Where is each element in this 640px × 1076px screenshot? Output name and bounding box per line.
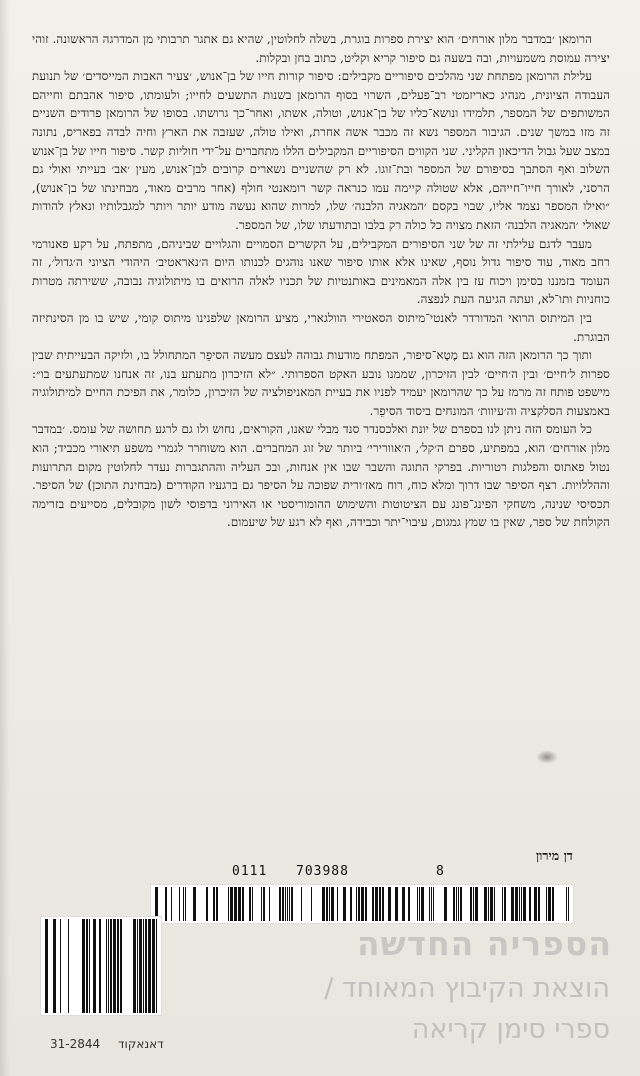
- barcode-bar: [53, 919, 56, 1013]
- barcode-bar: [68, 919, 69, 1013]
- barcode-bar: [419, 887, 420, 921]
- barcode-bar: [234, 887, 237, 921]
- barcode-bar: [379, 887, 381, 921]
- barcode-bar: [433, 887, 434, 921]
- barcode-bar: [179, 887, 180, 921]
- paragraph-5: ותוך כך הרומאן הזה הוא גם מֶטָא־סיפור, המפתח מודעות גבוהה לעצם מעשה הסיפֵר המתחולל בו, ולזיקה הבעייתית שבין ספרות ל׳חיים׳ ובין ה׳חיים׳ לבין הזיכרון, שממנו נובע האקט הספרותי. ״לא הזיכרון מתעתע בנו, זה אנחנו שמתעתעים בו״: מישפט פותח זה מרמז על כך שהרומאן יעמיד לפניו את בעיית המאניפולציה של הזיכרון, כלומר, את הפיכת החיים למיתולוגיה באמצעות הסלקציה וה׳עיוות׳ המונחים ביסוד הסיפֵר.: [32, 348, 610, 418]
- barcode-bar: [108, 919, 109, 1013]
- paragraph-2: עלילת הרומאן מפתחת שני מהלכים סיפוריים מקבילים: סיפור קורות חייו של בן־אנוש, ׳צעיר האבות המייסדים׳ של תנועת העבודה הציונית, מנהיג כאריזמטי רב־פעלים, השרוי בסוף הרומאן בשנות התשעים לחייו; ולעומתו, סיפור אהבתם וחייהם המשותפים של המספר, תלמידו ונושא־כליו של בן־אנוש, וטולה, אשתו, ואחר־כך גרושתו. בסופו של הרומאן פרודים השניים זה מזו במשך שנים. הגיבור המספר נשא זה מכבר אשה אחרת, ואילו טולה, שעזבה את הארץ וחיה לבדה בפאריס, נתונה במצב שעל גבול הדיכאון הקליני. שני הקווים הסיפוריים המקבילים הללו מתחברים על־ידי חוליות קשר. סיפור חייו של בן־אנוש השלוב ואף הסתבך בסיפורם של המספר ובת־זוגו. לא רק שהשניים נשארים קרובים לבן־אנוש, מעין ׳אב׳ בעייתי ואולי גם הרסני, לאורך חייו־חייהם, אלא שטולה קיימה עמו כנראה קשר רומאנטי חולף (אחר מרבים מאוד, מבחינתו של בן־אנוש), ״ואילו המספר נצמד אליו, שבוי בקסם ׳המאגיה הלבנה׳ שלו, למרות שהוא נעשה מודע יותר ויותר למגבלותיו ונאלץ להודות שאולי ׳המאגיה הלבנה׳ הזאת מצויה כל כולה רק בלבו ובתודעתו שלו, של המספר.: [32, 69, 610, 232]
- barcode-bar: [444, 887, 447, 921]
- blurb-text: [32, 30, 610, 532]
- barcode-bar: [279, 887, 281, 921]
- barcode-bar: [249, 887, 251, 921]
- barcode-bar: [120, 919, 122, 1013]
- barcode-bar: [494, 887, 495, 921]
- paragraph-6: כל העומס הזה ניתן לנו בספרם של יונת ואלכסנדר סנד מבלי שאנו, הקוראים, נחוש ולו גם לרגע תחושה של עומס. ׳במדבר מלון אורחים׳ הוא, במפתיע, ספרם ה׳קל׳, ה׳אוורירי׳ ביותר של זוג המחברים. הוא משוחרר לגמרי משפע תיאורי מכביד; הוא נטול פאתוס והפלגות רטוריות. בפרקי התוגה והשבר שבו אין אנחות, ובכ העליה וההתגברות נעדר לחלוטין מקום התרועות וההללויות. רצף הסיפר שבו דרוך ומלא כוח, רוח מאז׳ורית שפוכה על הסיפר גם ברגעיו הקודרים (מבחינת התוכן) של הסיפר. תכסיסי שנינה, משחקי הפינג־פונג עם הציטוטות והשימוש ההומוריסטי או האירוני בדפוסי לשון מקובלים, מסייעים בזרימה הקולחת של ספר, שאין בו שמץ גמגום, עיבוי־יתר וכבידה, ואף לא רגע של שיעמום.: [32, 422, 610, 530]
- barcode-bar: [148, 919, 151, 1013]
- barcode-bar: [60, 919, 61, 1013]
- barcode-bar: [361, 887, 364, 921]
- barcode-bar: [228, 887, 229, 921]
- barcode-bar: [546, 887, 547, 921]
- series-title: הספריה החדשה: [357, 924, 612, 963]
- barcode-bar: [86, 919, 88, 1013]
- barcode-bar: [113, 919, 116, 1013]
- barcode-bar: [488, 887, 489, 921]
- barcode-bar: [143, 919, 144, 1013]
- barcode-bar: [343, 887, 346, 921]
- barcode-bar: [165, 887, 167, 921]
- barcode-bar: [261, 887, 262, 921]
- barcode-bar: [45, 919, 48, 1013]
- barcode-bar: [538, 887, 540, 921]
- barcode-bar: [470, 887, 472, 921]
- barcode-bar: [216, 887, 218, 921]
- barcode-bar: [417, 887, 418, 921]
- barcode-bar: [326, 887, 328, 921]
- barcode-bar: [350, 887, 352, 921]
- barcode-bar: [139, 919, 142, 1013]
- barcode-main-graphic: [151, 885, 573, 923]
- barcode-bar: [106, 919, 107, 1013]
- barcode-bar: [145, 919, 147, 1013]
- barcode-side-graphic: [41, 917, 161, 1015]
- barcode-bar: [372, 887, 374, 921]
- barcode-bar: [331, 887, 334, 921]
- barcode-bar: [460, 887, 462, 921]
- barcode-bar: [171, 887, 172, 921]
- imprint-name: ספרי סימן קריאה: [411, 1014, 610, 1045]
- isbn-number: [232, 864, 492, 882]
- barcode-bar: [408, 887, 410, 921]
- barcode-bar: [238, 887, 241, 921]
- barcode-bar: [133, 919, 136, 1013]
- barcode-bar: [566, 887, 567, 921]
- barcode-bar: [429, 887, 430, 921]
- barcode-bar: [502, 887, 503, 921]
- barcode-bar: [156, 919, 157, 1013]
- barcode-bar: [356, 887, 357, 921]
- barcode-bar: [110, 919, 112, 1013]
- barcode-bar: [185, 887, 186, 921]
- barcode-bar: [322, 887, 325, 921]
- barcode-bar: [521, 887, 522, 921]
- barcode-bar: [484, 887, 487, 921]
- barcode-main: [150, 884, 574, 924]
- barcode-bar: [548, 887, 551, 921]
- barcode-bar: [358, 887, 360, 921]
- barcode-bar: [375, 887, 378, 921]
- barcode-bar: [568, 887, 569, 921]
- barcode-bar: [431, 887, 432, 921]
- barcode-bar: [137, 919, 138, 1013]
- barcode-bar: [395, 887, 398, 921]
- barcode-bar: [287, 887, 288, 921]
- barcode-bar: [388, 887, 391, 921]
- barcode-bar: [475, 887, 478, 921]
- paragraph-4: בין המיתוס הרואי המדורדר לאנטי־מיתוס הסאטירי הוולגארי, מציע הרומאן שלפנינו מיתוס קומי, שיש בו מן הסינתיזה הבוגרת.: [32, 310, 610, 344]
- spine-shadow: [0, 0, 10, 1076]
- barcode-bar: [337, 887, 338, 921]
- barcode-bar: [263, 887, 265, 921]
- barcode-bar: [285, 887, 286, 921]
- catalog-label: דאנאקוד: [118, 1037, 164, 1051]
- paragraph-1: הרומאן ׳במדבר מלון אורחים׳ הוא יצירת ספרות בוגרת, בשלה לחלוטין, שהיא גם אתגר תרבותי מן המדרגה הראשונה. זוהי יצירה עמוסת משמעויות, ובה בשעה גם סיפור קריא וקליט, כתוב בחן ובקלות.: [32, 32, 610, 65]
- barcode-bar: [456, 887, 457, 921]
- barcode-bar: [230, 887, 233, 921]
- paragraph-3: מעבר לדגם עלילתי זה של שני הסיפורים המקבילים, על הקשרים הסמויים והגלויים שביניהם, מתפתח, על רקע פאנורמי רחב מאוד, עוד סיפור גדול נוסף, שאינו אלא אותו סיפור שאנו נוהגים לכנותו היום ה׳נאראטיב׳ היהודי הציוני ה׳גדול׳, זה העומד בזמננו בסימן ויכוח עז בין אלה המאמינים באותנטיות של תכניו לאלה הרואים בו מיתולוגיה נבובה, ששירתה מטרות כוחניות ותו־לא, ועתה הגיעה העת לנפצה.: [32, 236, 610, 307]
- barcode-bar: [117, 919, 119, 1013]
- barcode-bar: [529, 887, 531, 921]
- barcode-bar: [504, 887, 506, 921]
- barcode-bar: [99, 919, 101, 1013]
- barcode-bar: [82, 919, 85, 1013]
- barcode-bar: [242, 887, 244, 921]
- barcode-bar: [213, 887, 215, 921]
- catalog-number: [50, 1037, 180, 1055]
- barcode-bar: [183, 887, 184, 921]
- barcode-bar: [289, 887, 290, 921]
- publisher-name: הוצאת הקיבוץ המאוחד /: [324, 973, 610, 1004]
- barcode-bar: [89, 919, 90, 1013]
- catalog-code: 31-2844: [50, 1037, 101, 1051]
- barcode-bar: [282, 887, 284, 921]
- barcode-bar: [515, 887, 518, 921]
- barcode-bar: [269, 887, 270, 921]
- barcode-bar: [291, 887, 293, 921]
- barcode-bar: [490, 887, 493, 921]
- isbn-part-middle: 703988: [296, 864, 349, 879]
- barcode-bar: [552, 887, 554, 921]
- barcode-bar: [458, 887, 459, 921]
- isbn-part-left: 0111: [232, 864, 268, 879]
- barcode-bar: [402, 887, 405, 921]
- barcode-side: [40, 916, 162, 1016]
- author-signature: דן מירון: [536, 848, 573, 863]
- barcode-bar: [421, 887, 424, 921]
- barcode-bar: [329, 887, 330, 921]
- barcode-bar: [511, 887, 514, 921]
- barcode-bar: [206, 887, 208, 921]
- barcode-bar: [473, 887, 474, 921]
- isbn-part-right: 8: [436, 864, 445, 879]
- barcode-bar: [193, 887, 196, 921]
- barcode-bar: [519, 887, 520, 921]
- barcode-bar: [382, 887, 384, 921]
- barcode-bar: [365, 887, 367, 921]
- barcode-bar: [453, 887, 455, 921]
- ink-smudge: [536, 750, 558, 764]
- barcode-bar: [523, 887, 526, 921]
- barcode-bar: [93, 919, 96, 1013]
- barcode-bar: [252, 887, 253, 921]
- barcode-bar: [311, 887, 312, 921]
- barcode-bar: [534, 887, 537, 921]
- barcode-bar: [301, 887, 302, 921]
- barcode-bar: [152, 919, 155, 1013]
